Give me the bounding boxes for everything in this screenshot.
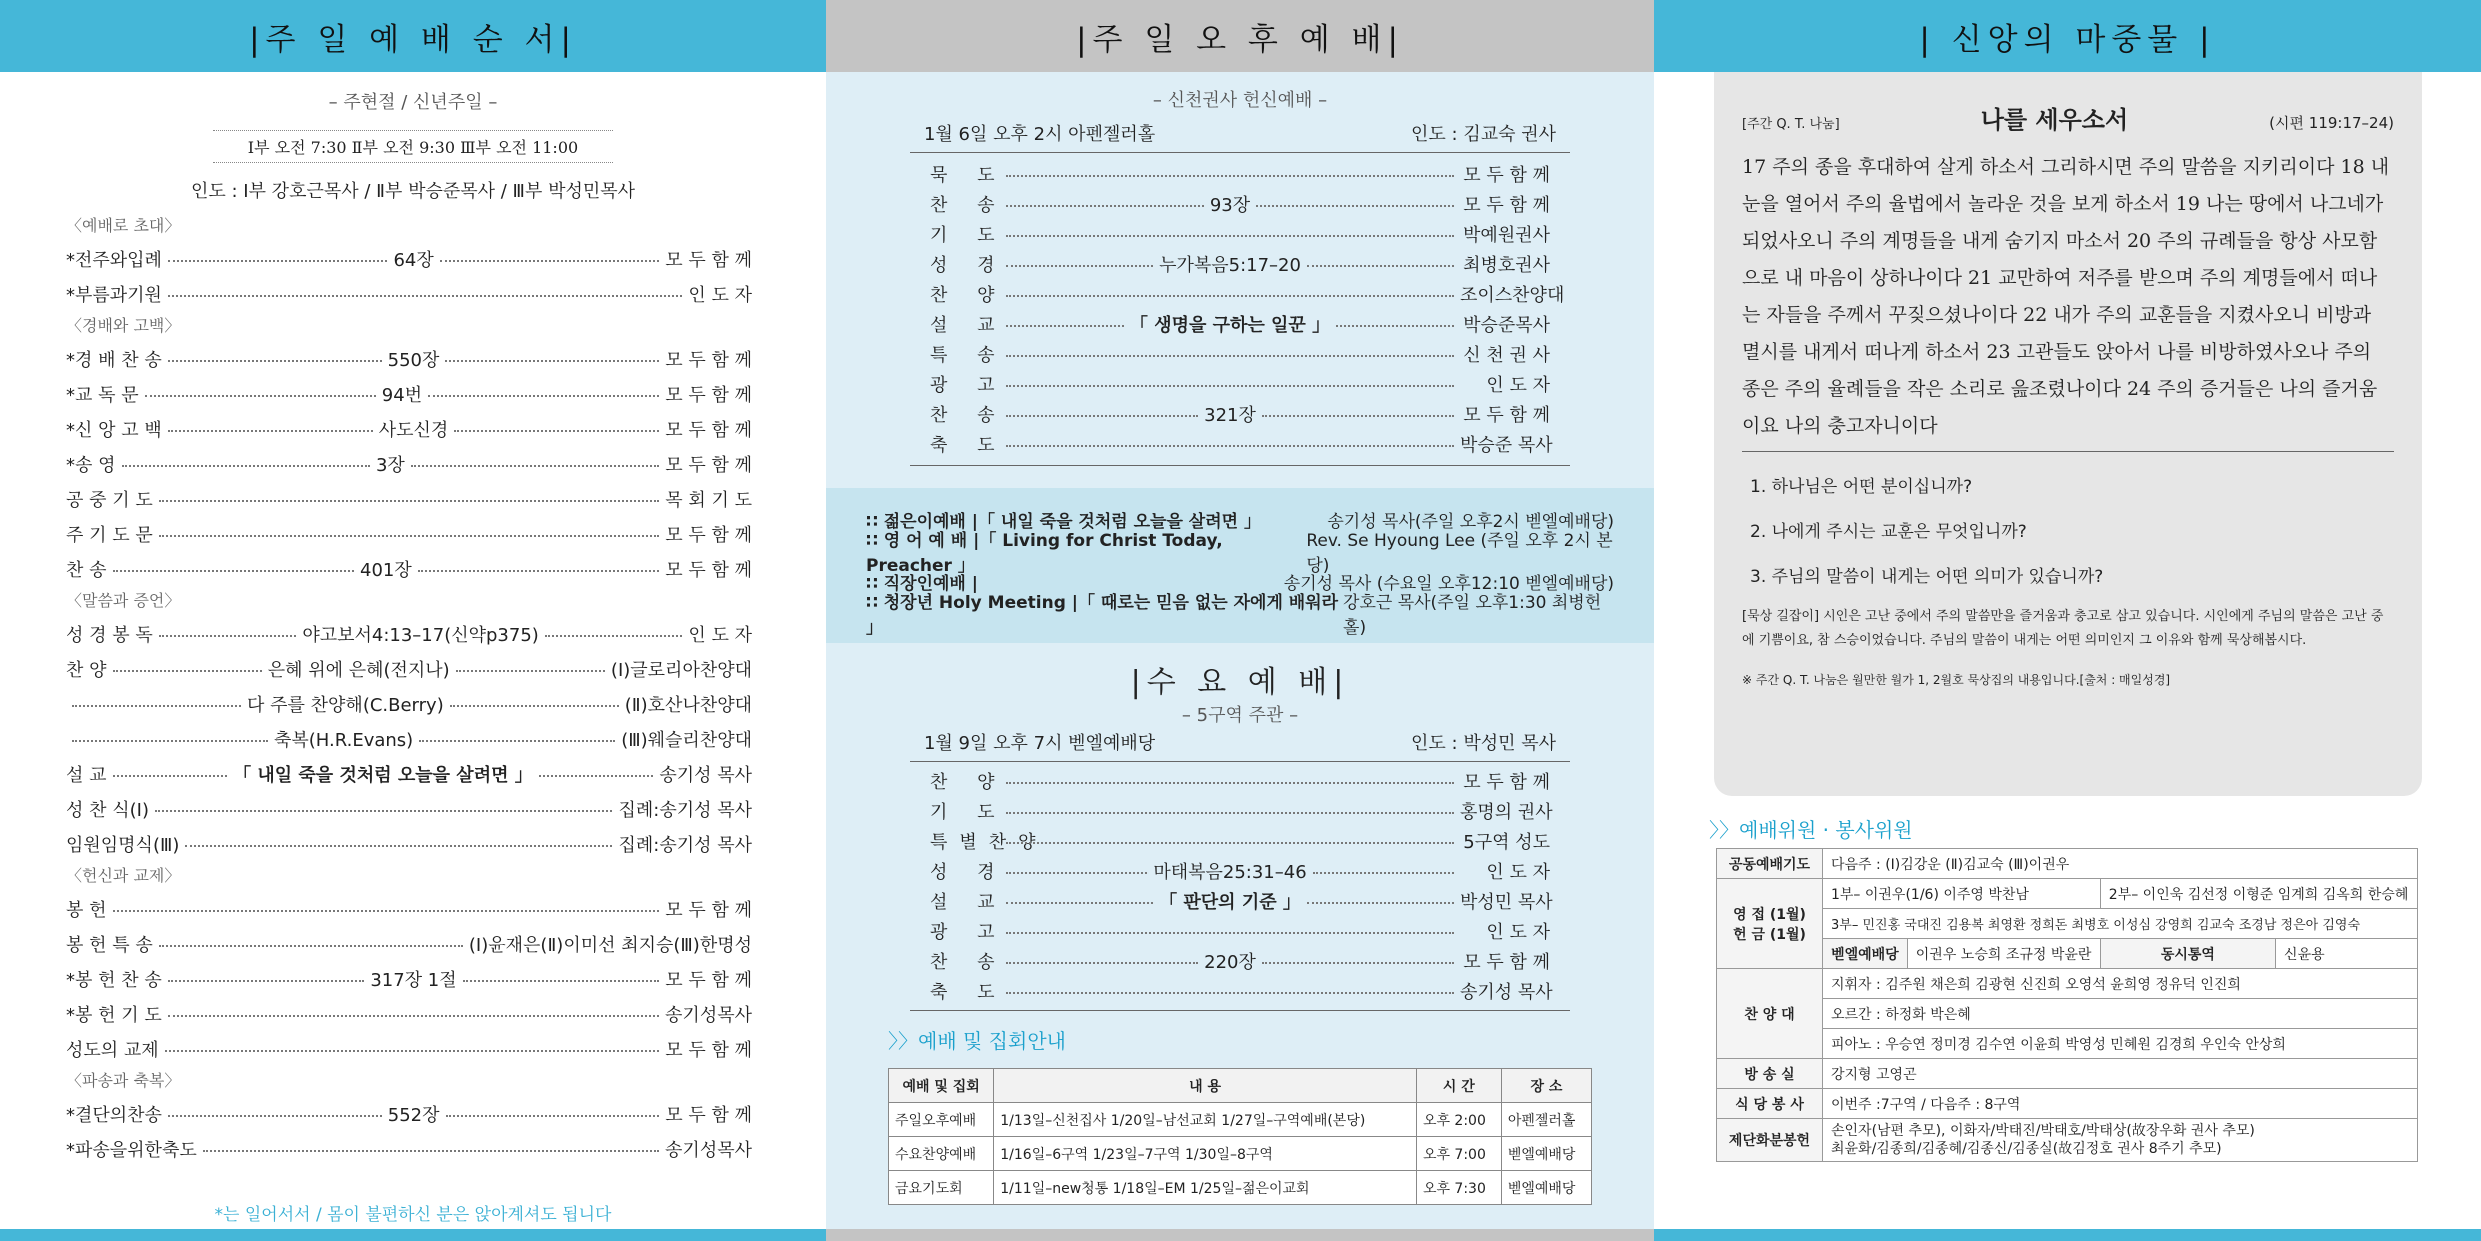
dot-leader xyxy=(454,430,659,432)
order-person: 송기성목사 xyxy=(665,1004,752,1026)
schedule-header: 시 간 xyxy=(1416,1069,1501,1103)
committee-value: 이권우 노승희 조규정 박윤란 xyxy=(1907,939,2100,969)
order-person: 모 두 함 께 xyxy=(665,249,752,271)
schedule-cell: 금요기도회 xyxy=(889,1171,994,1205)
order-person: 박성민 목사 xyxy=(1460,892,1553,913)
dot-leader xyxy=(1006,782,1454,784)
order-item: 은혜 위에 은혜(전지나) xyxy=(267,659,450,681)
service-line xyxy=(866,530,1614,576)
dot-leader xyxy=(1006,842,1454,844)
dot-leader xyxy=(1262,415,1454,417)
dot-leader xyxy=(185,845,612,847)
order-label: 봉 헌 xyxy=(66,899,107,921)
committee-title: 〉〉예배위원 · 봉사위원 xyxy=(1709,818,1913,842)
committee-key: 벧엘예배당 xyxy=(1823,939,1908,969)
footer-bar xyxy=(0,1229,826,1241)
dot-leader xyxy=(411,465,659,467)
season-label: – 주현절 / 신년주일 – xyxy=(328,92,498,113)
dot-leader xyxy=(72,705,241,707)
order-label: 공 중 기 도 xyxy=(66,489,153,511)
afternoon-leader: 인도 : 김교숙 권사 xyxy=(1411,124,1556,145)
order-person: (Ⅲ)웨슬리찬양대 xyxy=(621,729,752,751)
worship-order-panel xyxy=(0,0,826,1241)
dot-leader xyxy=(168,1115,382,1117)
order-label: 성 경 xyxy=(930,862,1007,883)
order-label: 성 경 봉 독 xyxy=(66,624,153,646)
order-row xyxy=(66,551,752,586)
order-label: *경 배 찬 송 xyxy=(66,349,162,371)
dot-leader xyxy=(1006,295,1454,297)
committee-key: 방 송 실 xyxy=(1717,1059,1823,1089)
qt-tag: [주간 Q. T. 나눔] xyxy=(1742,117,1840,132)
order-label: 찬 송 xyxy=(930,952,1007,973)
dot-leader xyxy=(545,635,683,637)
order-person: 인 도 자 xyxy=(1486,862,1550,883)
order-item: 220장 xyxy=(1204,952,1256,973)
dot-leader xyxy=(446,1115,660,1117)
dot-leader xyxy=(145,395,376,397)
dot-leader xyxy=(1006,415,1198,417)
schedule-header: 장 소 xyxy=(1501,1069,1591,1103)
order-item: 93장 xyxy=(1209,195,1251,216)
dot-leader xyxy=(203,1150,659,1152)
dot-leader xyxy=(1006,205,1204,207)
dot-leader xyxy=(1006,812,1454,814)
schedule-cell: 1/11일–new청통 1/18일–EM 1/25일–젊은이교회 xyxy=(994,1171,1417,1205)
order-row xyxy=(910,946,1570,976)
order-item: 「 내일 죽을 것처럼 오늘을 살려면 」 xyxy=(233,764,533,786)
committee-value: 강지형 고영곤 xyxy=(1823,1059,2418,1089)
order-row xyxy=(66,926,752,961)
order-row xyxy=(910,766,1570,796)
schedule-cell: 1/16일–6구역 1/23일–7구역 1/30일–8구역 xyxy=(994,1137,1417,1171)
order-label: 설 교 xyxy=(66,764,107,786)
dot-leader xyxy=(1006,902,1153,904)
order-row xyxy=(66,241,752,276)
order-row xyxy=(910,429,1570,459)
wednesday-leader: 인도 : 박성민 목사 xyxy=(1411,733,1556,754)
order-label: 축 도 xyxy=(930,982,1007,1003)
order-row xyxy=(910,399,1570,429)
schedule-cell: 주일오후예배 xyxy=(889,1103,994,1137)
committee-value: 3부– 민진홍 국대진 김용복 최영환 정희돈 최병호 이성심 강영희 김교숙 조경남 정은아 김영숙 xyxy=(1823,909,2418,939)
order-label: 찬 송 xyxy=(66,559,107,581)
schedule-cell: 오후 2:00 xyxy=(1416,1103,1501,1137)
order-person: 모 두 함 께 xyxy=(665,524,752,546)
order-item: 317장 1절 xyxy=(370,969,457,991)
order-row xyxy=(910,279,1570,309)
order-person: 모 두 함 께 xyxy=(665,1104,753,1126)
order-person: 모 두 함 께 xyxy=(1463,195,1551,216)
order-label: 찬 양 xyxy=(930,285,1007,306)
order-row xyxy=(910,976,1570,1006)
committee-key: 동시통역 xyxy=(2100,939,2275,969)
order-row xyxy=(910,159,1570,189)
order-person: (Ⅰ)윤재은(Ⅱ)이미선 최지승(Ⅲ)한명성 xyxy=(468,934,752,956)
order-row xyxy=(66,481,752,516)
dot-leader xyxy=(159,535,660,537)
service-info: 강호근 목사(주일 오후1:30 최병헌홀) xyxy=(1343,592,1602,638)
order-person: 모 두 함 께 xyxy=(665,899,752,921)
order-label: 성 경 xyxy=(930,255,1007,276)
order-person: 조이스찬양대 xyxy=(1460,285,1565,306)
service-name: ∷ 영 어 예 배 |「 Living for Christ Today, Preacher 」 xyxy=(866,530,1223,576)
order-person: 모 두 함 께 xyxy=(665,384,752,406)
dot-leader xyxy=(1006,932,1454,934)
service-name: ∷ 직장인예배 | xyxy=(866,574,978,594)
order-label: 축 도 xyxy=(930,435,1007,456)
order-item: 552장 xyxy=(387,1104,440,1126)
order-label: 광 고 xyxy=(930,922,1007,943)
wednesday-date: 1월 9일 오후 7시 벧엘예배당 xyxy=(924,733,1156,754)
dot-leader xyxy=(1307,902,1454,904)
service-info: 송기성 목사(주일 오후2시 벧엘예배당) xyxy=(1327,512,1614,532)
worship-order-list xyxy=(0,211,826,1166)
dot-leader xyxy=(1006,385,1454,387)
order-row xyxy=(66,1096,752,1131)
order-row xyxy=(66,826,752,861)
order-person: 인 도 자 xyxy=(688,284,752,306)
order-person: 5구역 성도 xyxy=(1463,832,1550,853)
order-label: *교 독 문 xyxy=(66,384,139,406)
order-person: 최병호권사 xyxy=(1463,255,1551,276)
afternoon-sub: – 신천권사 헌신예배 – xyxy=(1152,90,1328,111)
dot-leader xyxy=(1262,962,1454,964)
service-line xyxy=(866,592,1614,638)
order-item: 축복(H.R.Evans) xyxy=(274,729,414,751)
order-label: 묵 도 xyxy=(930,165,1007,186)
order-label: 특별찬양 xyxy=(930,832,1048,853)
service-info: Rev. Se Hyoung Lee (주일 오후 2시 본당) xyxy=(1306,530,1613,576)
order-label: 임원임명식(Ⅲ) xyxy=(66,834,180,856)
schedule-header: 내 용 xyxy=(994,1069,1417,1103)
dot-leader xyxy=(168,295,682,297)
committee-value: 1부– 이권우(1/6) 이주영 박찬남 xyxy=(1823,879,2101,909)
committee-table xyxy=(1716,848,2418,1162)
section-label: 〈경배와 고백〉 xyxy=(66,316,181,335)
committee-key: 제단화분봉헌 xyxy=(1717,1119,1823,1162)
footer-bar xyxy=(826,1229,1654,1241)
order-item: 다 주를 찬양해(C.Berry) xyxy=(247,694,444,716)
order-person: 집례:송기성 목사 xyxy=(618,799,752,821)
order-person: 모 두 함 께 xyxy=(665,454,752,476)
committee-value: 오르간 : 하정화 박은혜 xyxy=(1823,999,2418,1029)
dot-leader xyxy=(168,430,373,432)
footer-bar xyxy=(1654,1229,2481,1241)
order-label: *봉 헌 기 도 xyxy=(66,1004,162,1026)
order-row xyxy=(66,996,752,1031)
section-label: 〈예배로 초대〉 xyxy=(66,216,181,235)
schedule-cell: 수요찬양예배 xyxy=(889,1137,994,1171)
order-person: 박승준목사 xyxy=(1463,315,1551,336)
order-item: 401장 xyxy=(360,559,412,581)
schedule-row xyxy=(889,1103,1592,1137)
dot-leader xyxy=(1006,992,1454,994)
order-row xyxy=(66,791,752,826)
order-row xyxy=(910,826,1570,856)
committee-value: 2부– 이인욱 김선정 이형준 임계희 김옥희 한승혜 xyxy=(2100,879,2417,909)
dot-leader xyxy=(445,360,659,362)
dot-leader xyxy=(159,945,463,947)
qt-ref: (시편 119:17–24) xyxy=(2269,114,2394,132)
order-row xyxy=(910,189,1570,219)
dot-leader xyxy=(113,775,228,777)
dot-leader xyxy=(113,570,355,572)
schedule-table xyxy=(888,1068,1592,1205)
dot-leader xyxy=(418,570,660,572)
order-label: *전주와입례 xyxy=(66,249,162,271)
qt-title: 나를 세우소서 xyxy=(1980,106,2129,134)
afternoon-panel xyxy=(826,0,1654,1241)
committee-key: 공동예배기도 xyxy=(1717,849,1823,879)
order-person: (Ⅰ)글로리아찬양대 xyxy=(610,659,752,681)
dot-leader xyxy=(165,1050,660,1052)
section-label: 〈파송과 축복〉 xyxy=(66,1071,181,1090)
order-row xyxy=(910,339,1570,369)
dot-leader xyxy=(1336,325,1454,327)
qt-question: 2. 나에게 주시는 교훈은 무엇입니까? xyxy=(1750,522,2027,542)
order-person: 모 두 함 께 xyxy=(665,419,752,441)
order-label: 성 찬 식(Ⅰ) xyxy=(66,799,149,821)
schedule-cell: 오후 7:30 xyxy=(1416,1171,1501,1205)
order-person: 모 두 함 께 xyxy=(1463,772,1550,793)
order-row xyxy=(66,651,752,686)
dot-leader xyxy=(168,360,382,362)
service-info: 송기성 목사 (수요일 오후12:10 벧엘예배당) xyxy=(1283,574,1614,594)
schedule-row xyxy=(889,1137,1592,1171)
order-row xyxy=(66,961,752,996)
dot-leader xyxy=(168,1015,659,1017)
committee-value: 피아노 : 우승연 정미경 김수연 이윤희 박영성 민혜원 김경희 우인숙 안상희 xyxy=(1823,1029,2418,1059)
schedule-header: 예배 및 집회 xyxy=(889,1069,994,1103)
order-row xyxy=(66,891,752,926)
service-name: ∷ 청장년 Holy Meeting |「 때로는 믿음 없는 자에게 배워라 」 xyxy=(866,592,1339,638)
order-label: 설 교 xyxy=(930,315,1007,336)
afternoon-order-list xyxy=(910,153,1570,466)
schedule-row xyxy=(889,1171,1592,1205)
order-label: 찬 송 xyxy=(930,195,1007,216)
service-times: Ⅰ부 오전 7:30 Ⅱ부 오전 9:30 Ⅲ부 오전 11:00 xyxy=(213,130,613,163)
qt-panel xyxy=(1654,0,2481,1241)
order-row xyxy=(910,249,1570,279)
order-person: 송기성 목사 xyxy=(659,764,753,786)
dot-leader xyxy=(113,910,660,912)
wednesday-sub: – 5구역 주관 – xyxy=(1181,705,1299,726)
order-person: 인 도 자 xyxy=(1486,922,1550,943)
qt-question: 1. 하나님은 어떤 분이십니까? xyxy=(1750,477,1973,497)
dot-leader xyxy=(450,705,619,707)
dot-leader xyxy=(1006,175,1454,177)
wednesday-title: |수 요 예 배| xyxy=(1130,665,1350,700)
order-row xyxy=(910,886,1570,916)
order-row xyxy=(910,856,1570,886)
order-label: 찬 송 xyxy=(930,405,1007,426)
order-person: 모 두 함 께 xyxy=(1463,952,1550,973)
order-label: *송 영 xyxy=(66,454,116,476)
order-label: 봉 헌 특 송 xyxy=(66,934,153,956)
order-person: 모 두 함 께 xyxy=(665,969,752,991)
dot-leader xyxy=(463,980,660,982)
order-row xyxy=(66,1031,752,1066)
schedule-cell: 아펜젤러홀 xyxy=(1501,1103,1591,1137)
dot-leader xyxy=(159,635,297,637)
dot-leader xyxy=(428,395,659,397)
order-item: 누가복음5:17–20 xyxy=(1159,255,1301,276)
committee-key: 찬 양 대 xyxy=(1717,969,1823,1059)
order-row xyxy=(910,309,1570,339)
qt-questions xyxy=(1742,472,2394,587)
order-person: 모 두 함 께 xyxy=(665,559,752,581)
dot-leader xyxy=(168,260,388,262)
order-item: 마태복음25:31–46 xyxy=(1153,862,1307,883)
order-person: 집례:송기성 목사 xyxy=(618,834,752,856)
order-row xyxy=(66,376,752,411)
order-person: 모 두 함 께 xyxy=(1463,165,1550,186)
qt-card xyxy=(1714,72,2422,796)
section-label: 〈헌신과 교제〉 xyxy=(66,866,181,885)
dot-leader xyxy=(1256,205,1454,207)
other-services-band xyxy=(826,488,1654,643)
order-label: *부름과기원 xyxy=(66,284,162,306)
dot-leader xyxy=(456,670,605,672)
order-row xyxy=(910,219,1570,249)
service-leaders: 인도 : Ⅰ부 강호근목사 / Ⅱ부 박승준목사 / Ⅲ부 박성민목사 xyxy=(190,181,636,202)
order-item: 321장 xyxy=(1204,405,1256,426)
order-item: 「 생명을 구하는 일꾼 」 xyxy=(1129,315,1331,336)
order-label: *신 앙 고 백 xyxy=(66,419,162,441)
committee-key: 식 당 봉 사 xyxy=(1717,1089,1823,1119)
order-row xyxy=(66,411,752,446)
dot-leader xyxy=(1313,872,1454,874)
order-person: (Ⅱ)호산나찬양대 xyxy=(624,694,752,716)
order-row xyxy=(66,1131,752,1166)
committee-value: 이번주 :7구역 / 다음주 : 8구역 xyxy=(1823,1089,2418,1119)
order-item: 「 판단의 기준 」 xyxy=(1159,892,1301,913)
order-row xyxy=(910,369,1570,399)
schedule-title: 〉〉예배 및 집회안내 xyxy=(888,1029,1066,1053)
order-label: 기 도 xyxy=(930,225,1007,246)
dot-leader xyxy=(440,260,660,262)
committee-value: 신윤용 xyxy=(2276,939,2418,969)
schedule-cell: 벧엘예배당 xyxy=(1501,1137,1591,1171)
dot-leader xyxy=(1006,445,1454,447)
qt-header: | 신앙의 마중물 | xyxy=(1654,0,2481,72)
order-label: 성도의 교제 xyxy=(66,1039,159,1061)
dot-leader xyxy=(1307,265,1454,267)
committee-value: 지휘자 : 김주원 채은희 김광현 신진희 오영석 윤희영 정유덕 인진희 xyxy=(1823,969,2418,999)
order-person: 모 두 함 께 xyxy=(665,1039,752,1061)
order-label: 기 도 xyxy=(930,802,1007,823)
order-row xyxy=(66,616,752,651)
order-row xyxy=(66,516,752,551)
afternoon-header: |주 일 오 후 예 배| xyxy=(826,0,1654,72)
dot-leader xyxy=(539,775,654,777)
qt-question: 3. 주님의 말씀이 내게는 어떤 의미가 있습니까? xyxy=(1750,567,2104,587)
order-label: 찬 양 xyxy=(66,659,107,681)
schedule-cell: 1/13일–신천집사 1/20일–남선교회 1/27일–구역예배(본당) xyxy=(994,1103,1417,1137)
order-item: 94번 xyxy=(381,384,423,406)
order-item: 3장 xyxy=(375,454,405,476)
order-person: 인 도 자 xyxy=(688,624,752,646)
order-label: *봉 헌 찬 송 xyxy=(66,969,162,991)
order-label: *결단의찬송 xyxy=(66,1104,162,1126)
order-row xyxy=(910,796,1570,826)
committee-value: 손인자(남편 추모), 이화자/박태진/박태호/박태상(故장우화 권사 추모) 최윤화/김종희/김종혜/김종신/김종실(故김정호 권사 8주기 추모) xyxy=(1823,1119,2418,1162)
order-label: 설 교 xyxy=(930,892,1007,913)
dot-leader xyxy=(72,740,268,742)
qt-verse: 17 주의 종을 후대하여 살게 하소서 그리하시면 주의 말씀을 지키리이다 18 내 눈을 열어서 주의 율법에서 놀라운 것을 보게 하소서 19 나는 땅에서 나그네가 되었사오니 주의 계명들을 내게 숨기지 마소서 20 주의 규례들을 항상 사모함으로 내 마음이 상하나이다 21 교만하여 저주를 받으며 주의 계명들에서 떠나는 자들을 주께서 꾸짖으셨나이다 22 내가 주의 교훈들을 지켰사오니 비방과 멸시를 내게서 떠나게 하소서 23 고관들도 앉아서 나를 비방하였사오나 주의 종은 주의 율례들을 작은 소리로 읊조렸나이다 24 주의 증거들은 나의 즐거움이요 나의 충고자니이다 xyxy=(1742,149,2394,452)
order-label: 찬 양 xyxy=(930,772,1007,793)
qt-source: ※ 주간 Q. T. 나눔은 월만한 월가 1, 2월호 묵상집의 내용입니다.[출처 : 매일성경] xyxy=(1742,673,2171,687)
order-person: 모 두 함 께 xyxy=(1463,405,1550,426)
service-name: ∷ 젊은이예배 |「 내일 죽을 것처럼 오늘을 살려면 」 xyxy=(866,512,1261,532)
committee-key: 영 접 (1월) 헌 금 (1월) xyxy=(1717,879,1823,969)
order-label: 광 고 xyxy=(930,375,1007,396)
dot-leader xyxy=(1006,872,1147,874)
committee-value: 다음주 : (Ⅰ)김강운 (Ⅱ)김교숙 (Ⅲ)이권우 xyxy=(1823,849,2418,879)
standing-note: *는 일어서서 / 몸이 불편하신 분은 앉아계셔도 됩니다 xyxy=(214,1205,612,1225)
order-item: 야고보서4:13–17(신약p375) xyxy=(302,624,539,646)
order-label: 주 기 도 문 xyxy=(66,524,153,546)
order-row xyxy=(910,916,1570,946)
dot-leader xyxy=(155,810,613,812)
order-row xyxy=(66,341,752,376)
dot-leader xyxy=(168,980,365,982)
order-person: 홍명의 권사 xyxy=(1460,802,1553,823)
order-item: 사도신경 xyxy=(378,419,449,441)
section-label: 〈말씀과 증언〉 xyxy=(66,591,181,610)
order-person: 신 천 권 사 xyxy=(1463,345,1550,366)
dot-leader xyxy=(1006,962,1198,964)
worship-order-header: |주 일 예 배 순 서| xyxy=(0,0,826,72)
order-row xyxy=(66,721,752,756)
order-person: 목 회 기 도 xyxy=(665,489,752,511)
schedule-cell: 오후 7:00 xyxy=(1416,1137,1501,1171)
order-row xyxy=(66,756,752,791)
order-label: 특 송 xyxy=(930,345,1007,366)
order-person: 박승준 목사 xyxy=(1460,435,1553,456)
order-person: 박예원권사 xyxy=(1463,225,1550,246)
order-row xyxy=(66,276,752,311)
order-person: 인 도 자 xyxy=(1486,375,1550,396)
order-person: 송기성목사 xyxy=(665,1139,752,1161)
order-row xyxy=(66,446,752,481)
schedule-cell: 벧엘예배당 xyxy=(1501,1171,1591,1205)
dot-leader xyxy=(1006,355,1454,357)
dot-leader xyxy=(419,740,615,742)
dot-leader xyxy=(122,465,370,467)
order-person: 송기성 목사 xyxy=(1460,982,1553,1003)
dot-leader xyxy=(1006,235,1454,237)
dot-leader xyxy=(113,670,262,672)
dot-leader xyxy=(1006,265,1153,267)
dot-leader xyxy=(1006,325,1124,327)
order-row xyxy=(66,686,752,721)
afternoon-date: 1월 6일 오후 2시 아펜젤러홀 xyxy=(924,124,1156,145)
order-label: *파송을위한축도 xyxy=(66,1139,197,1161)
order-person: 모 두 함 께 xyxy=(665,349,752,371)
dot-leader xyxy=(159,500,660,502)
qt-reflection: [묵상 길잡이] 시인은 고난 중에서 주의 말씀만을 즐거움과 충고로 삼고 있습니다. 시인에게 주님의 말씀은 고난 중에 기쁨이요, 참 스승이었습니다. 주님의 말씀이 내게는 어떤 의미인지 그 이유와 함께 묵상해봅시다. xyxy=(1742,609,2384,648)
order-item: 550장 xyxy=(387,349,440,371)
wednesday-order-list xyxy=(910,762,1570,1011)
order-item: 64장 xyxy=(393,249,434,271)
